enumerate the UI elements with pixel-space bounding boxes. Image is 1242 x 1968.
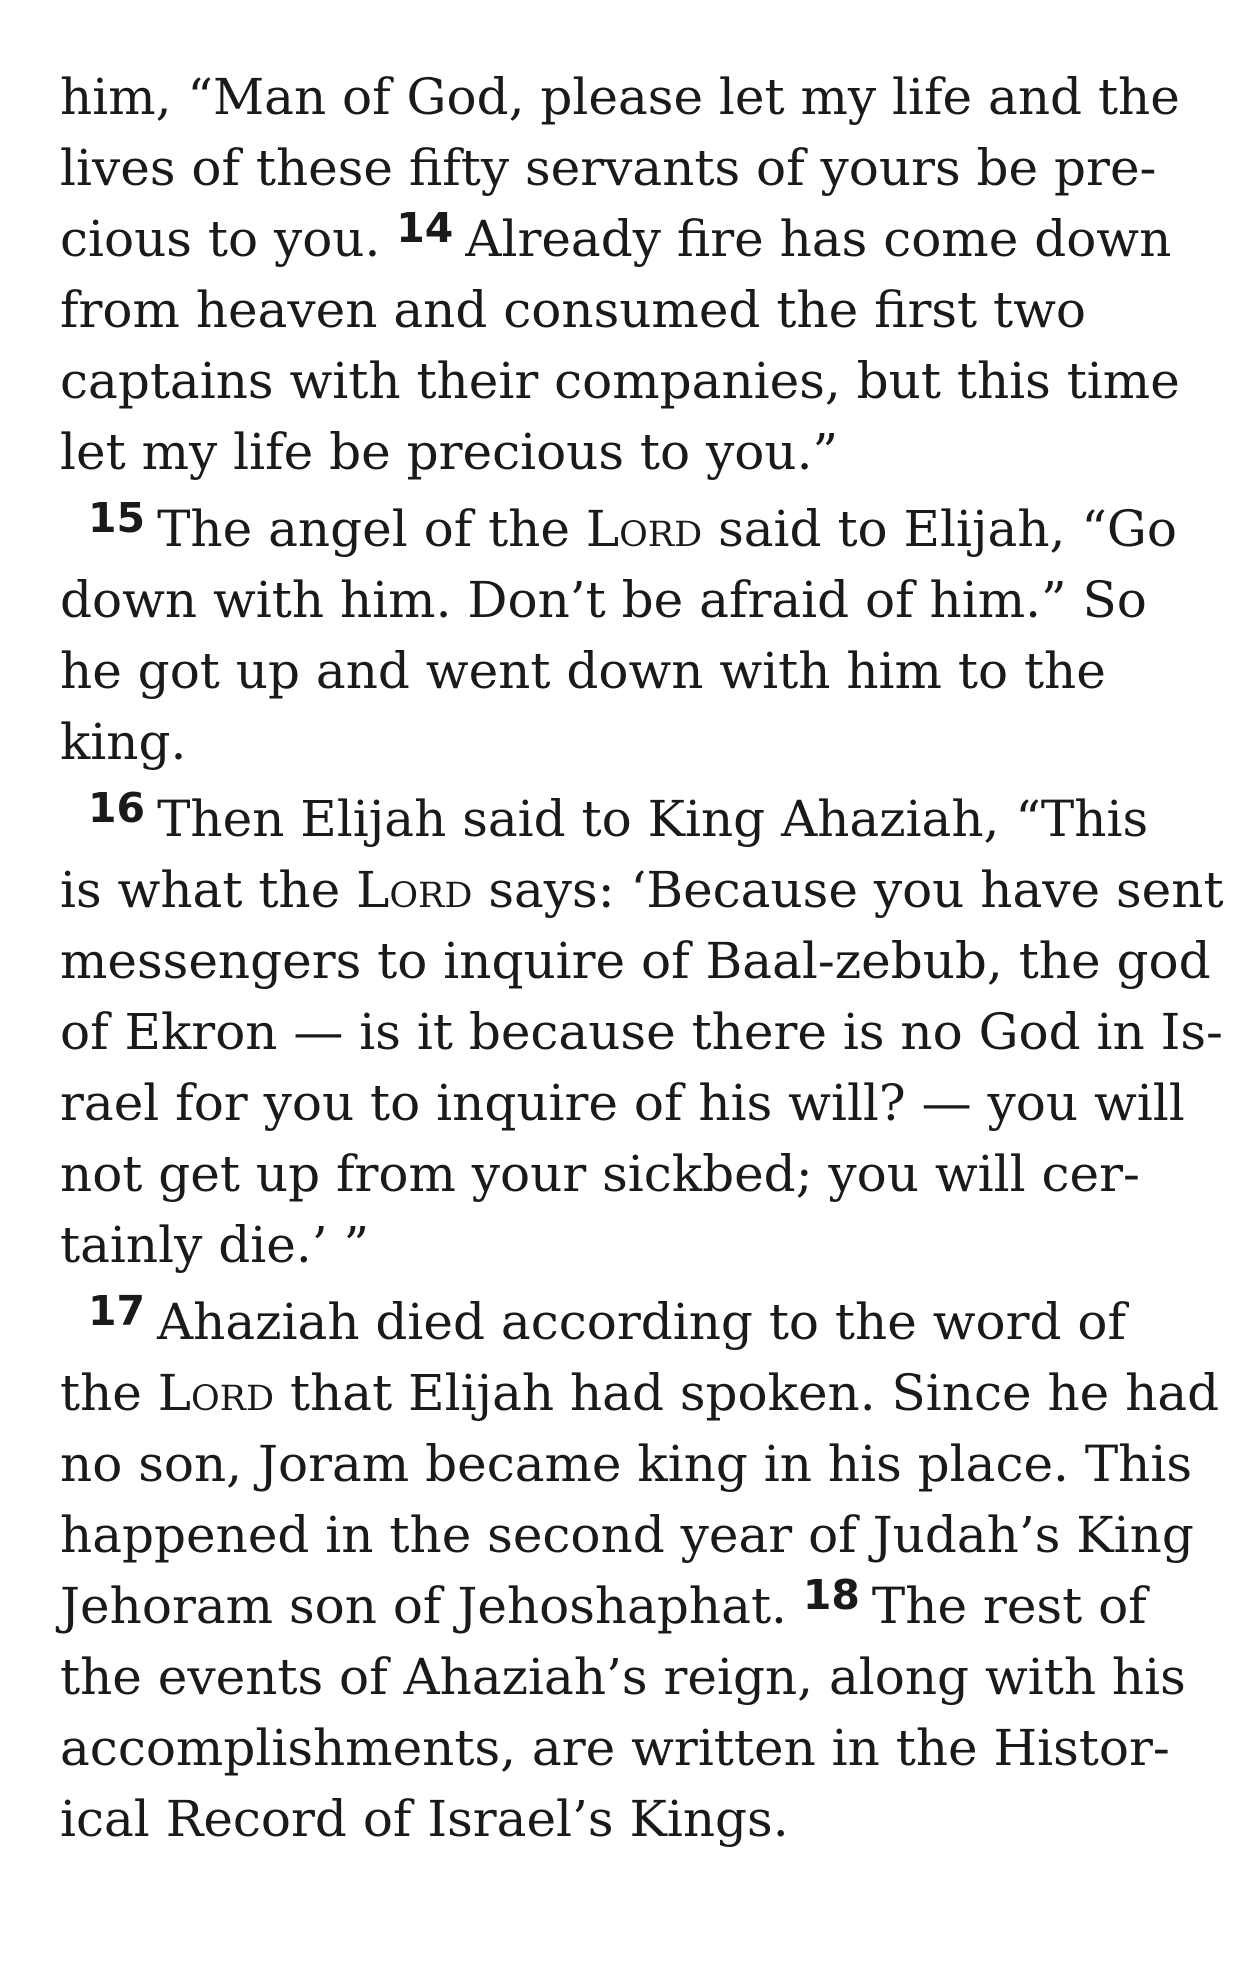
verse-number: 15 [88, 494, 146, 542]
verse-paragraph-start [60, 784, 1190, 855]
verse-text: not get up from your sickbed; you will cer- [60, 1145, 1140, 1203]
text-line [60, 1642, 1190, 1713]
verse-text: Ahaziah died according to the word of [157, 1293, 1127, 1351]
verse-text: the [60, 1364, 158, 1422]
text-line [60, 1713, 1190, 1784]
text-line [60, 855, 1224, 926]
verse-text: is what the [60, 861, 357, 919]
text-line [60, 1500, 1194, 1571]
text-line [60, 1139, 1190, 1210]
verse-text: no son, Joram became king in his place. This [60, 1435, 1193, 1493]
text-line [60, 1358, 1220, 1429]
text-line [60, 346, 1190, 417]
verse-number: 17 [88, 1287, 146, 1335]
verse-text: Then Elijah said to King Ahaziah, “This [157, 790, 1149, 848]
verse-number: 18 [802, 1571, 860, 1619]
text-line [60, 1068, 1190, 1139]
verse-text: him, “Man of God, please let my life and the [60, 68, 1180, 126]
text-line [60, 926, 1211, 997]
verse-text: of Ekron — is it because there is no God in Is- [60, 1003, 1223, 1061]
text-line [60, 707, 1190, 778]
text-line [60, 275, 1190, 346]
text-line [60, 636, 1190, 707]
verse-text: the events of Ahaziah’s reign, along with his [60, 1648, 1186, 1706]
verse-text: down with him. Don’t be afraid of him.” So [60, 571, 1147, 629]
verse-text: lives of these fifty servants of yours be pre- [60, 139, 1157, 197]
verse-number: 16 [88, 784, 146, 832]
verse-paragraph-start [60, 494, 1190, 565]
verse-text: said to Elijah, “Go [702, 500, 1177, 558]
verse-text: happened in the second year of Judah’s King [60, 1506, 1194, 1564]
divine-name: Lord [585, 500, 703, 558]
divine-name: Lord [356, 861, 473, 919]
verse-number: 14 [396, 204, 454, 252]
text-line [60, 204, 1190, 275]
verse-text: The rest of [871, 1577, 1147, 1635]
text-line [60, 62, 1190, 133]
text-line [60, 997, 1223, 1068]
scripture-text [60, 62, 1224, 1855]
divine-name: Lord [157, 1364, 275, 1422]
text-line [60, 1429, 1193, 1500]
verse-text: The angel of the [157, 500, 586, 558]
text-line [60, 133, 1190, 204]
verse-text: king. [60, 713, 187, 771]
verse-text: Jehoram son of Jehoshaphat. [60, 1577, 803, 1635]
verse-text: messengers to inquire of Baal-zebub, the god [60, 932, 1211, 990]
verse-text: let my life be precious to you.” [60, 423, 839, 481]
verse-text: says: ‘Because you have sent [472, 861, 1224, 919]
verse-text: rael for you to inquire of his will? — you will [60, 1074, 1185, 1132]
text-line [60, 1210, 1190, 1281]
verse-paragraph-start [60, 1287, 1190, 1358]
verse-text: captains with their companies, but this time [60, 352, 1180, 410]
verse-text: from heaven and consumed the first two [60, 281, 1087, 339]
verse-text: cious to you. [60, 210, 397, 268]
verse-text: that Elijah had spoken. Since he had [274, 1364, 1220, 1422]
verse-text: Already fire has come down [465, 210, 1172, 268]
text-line [60, 565, 1190, 636]
verse-text: ical Record of Israel’s Kings. [60, 1790, 789, 1848]
text-line [60, 417, 1190, 488]
text-line [60, 1571, 1190, 1642]
text-line [60, 1784, 1190, 1855]
verse-text: accomplishments, are written in the Histor- [60, 1719, 1170, 1777]
verse-text: he got up and went down with him to the [60, 642, 1106, 700]
verse-text: tainly die.’ ” [60, 1216, 370, 1274]
